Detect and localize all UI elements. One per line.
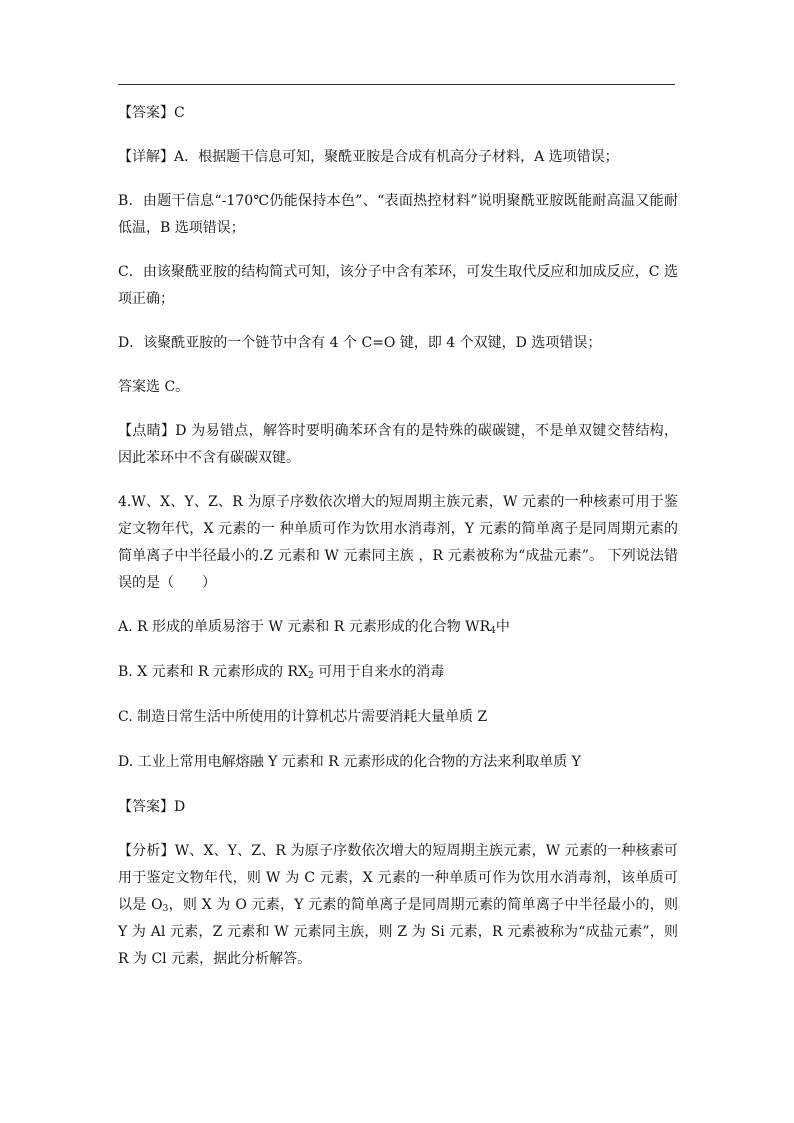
answer-choice-paragraph: 答案选 C。 <box>118 379 190 395</box>
option-d: D. 工业上常用电解熔融 Y 元素和 R 元素形成的化合物的方法来利取单质 Y <box>118 754 581 770</box>
detail-paragraph-c: C．由该聚酰亚胺的结构简式可知，该分子中含有苯环，可发生取代反应和加成反应，C 选项正确； <box>118 264 678 307</box>
header-rule <box>118 84 675 85</box>
option-b: B. X 元素和 R 元素形成的 $RX_2$ 可用于自来水的消毒 <box>118 664 445 681</box>
answer-paragraph-2: 【答案】D <box>118 799 186 815</box>
answer-paragraph: 【答案】C <box>118 105 185 121</box>
detail-paragraph-b: B．由题干信息“-170℃仍能保持本色”、“表面热控材料”说明聚酰亚胺既能耐高温又能耐低温，B 选项错误； <box>118 193 678 236</box>
detail-paragraph-a: 【详解】A．根据题干信息可知，聚酰亚胺是合成有机高分子材料，A 选项错误； <box>118 149 619 165</box>
question-4-stem: 4.W、X、Y、Z、R 为原子序数依次增大的短周期主族元素，W 元素的一种核素可用于鉴定文物年代，X 元素的一 种单质可作为饮用水消毒剂，Y 元素的简单离子是同周期元素的简单离子中半径最小的.Z 元素和 W 元素同主族 ，R 元素被称为“成盐元素”。 下列说法错误的是（ ） <box>118 494 678 591</box>
option-a: A. R 形成的单质易溶于 W 元素和 R 元素形成的化合物 $WR_4$中 <box>118 619 510 636</box>
option-c: C. 制造日常生活中所使用的计算机芯片需要消耗大量单质 Z <box>118 709 488 725</box>
detail-paragraph-d: D．该聚酰亚胺的一个链节中含有 4 个 C=O 键，即 4 个双键，D 选项错误； <box>118 335 602 351</box>
analysis-paragraph: 【分析】W、X、Y、Z、R 为原子序数依次增大的短周期主族元素，W 元素的一种核素可用于鉴定文物年代，则 W 为 C 元素，X 元素的一种单质可作为饮用水消毒剂，该单质可以是 $O_3$，则 X 为 O 元素，Y 元素的简单离子是同周期元素的简单离子中半径最小的，则 Y 为 Al 元素，Z 元素和 W 元素同主族，则 Z 为 Si 元素，R 元素被称为“成盐元素”，则 R 为 Cl 元素，据此分析解答。 <box>118 843 678 967</box>
document-body <box>118 100 678 990</box>
tip-paragraph: 【点睛】D 为易错点，解答时要明确苯环含有的是特殊的碳碳键，不是单双键交替结构，因此苯环中不含有碳碳双键。 <box>118 423 678 466</box>
